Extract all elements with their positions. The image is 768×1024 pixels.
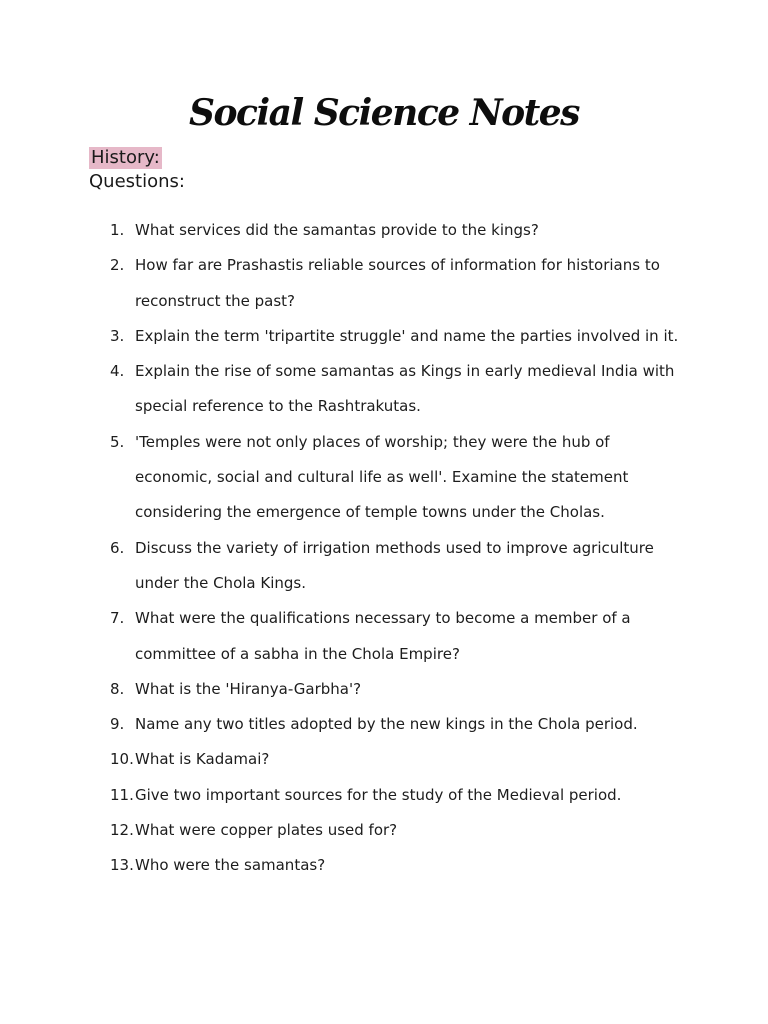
question-item	[110, 707, 680, 742]
question-item	[110, 742, 680, 777]
question-number: 12.	[110, 821, 134, 840]
question-text: What were the qualifications necessary to become a member of a committee of a sabha in the Chola Empire?	[135, 609, 631, 663]
subsection-label-questions: Questions:	[89, 171, 185, 192]
question-text: What services did the samantas provide to the kings?	[135, 221, 539, 239]
question-item	[110, 213, 680, 248]
question-item	[110, 319, 680, 354]
page-title: Social Science Notes	[189, 92, 579, 134]
question-item	[110, 848, 680, 883]
question-number: 2.	[110, 256, 125, 275]
question-text: Explain the term 'tripartite struggle' and name the parties involved in it.	[135, 326, 679, 345]
question-text: Give two important sources for the study of the Medieval period.	[135, 785, 622, 804]
question-item	[110, 425, 680, 531]
question-number: 8.	[110, 679, 125, 698]
question-number: 9.	[110, 715, 125, 734]
question-item	[110, 601, 680, 672]
question-text: Name any two titles adopted by the new kings in the Chola period.	[135, 715, 638, 734]
question-text: Explain the rise of some samantas as Kings in early medieval India with special reference to the Rashtrakutas.	[135, 362, 675, 416]
question-item	[110, 813, 680, 848]
section-label-history: History:	[91, 147, 160, 168]
question-text: What is the 'Hiranya-Garbha'?	[135, 679, 362, 698]
question-item	[110, 531, 680, 602]
question-number: 3.	[110, 326, 125, 345]
question-number: 13.	[110, 856, 134, 875]
question-number: 6.	[110, 538, 125, 557]
question-text: Who were the samantas?	[135, 856, 326, 875]
question-text: What is Kadamai?	[135, 750, 270, 769]
question-number: 11.	[110, 785, 134, 804]
question-number: 10.	[110, 750, 134, 769]
question-number: 5.	[110, 432, 125, 451]
question-text: What were copper plates used for?	[135, 821, 398, 840]
question-item	[110, 778, 680, 813]
question-number: 4.	[110, 362, 125, 381]
question-text: Discuss the variety of irrigation methods used to improve agriculture under the Chola Kings.	[135, 538, 654, 592]
question-item	[110, 248, 680, 319]
question-number: 7.	[110, 609, 125, 628]
question-text: 'Temples were not only places of worship; they were the hub of economic, social and cultural life as well'. Examine the statement considering the emergence of temple towns under the Cholas.	[135, 432, 629, 522]
question-number: 1.	[110, 221, 125, 239]
question-text: How far are Prashastis reliable sources of information for historians to reconstruct the past?	[135, 256, 660, 310]
question-item	[110, 672, 680, 707]
question-item	[110, 354, 680, 425]
question-list	[110, 213, 680, 884]
